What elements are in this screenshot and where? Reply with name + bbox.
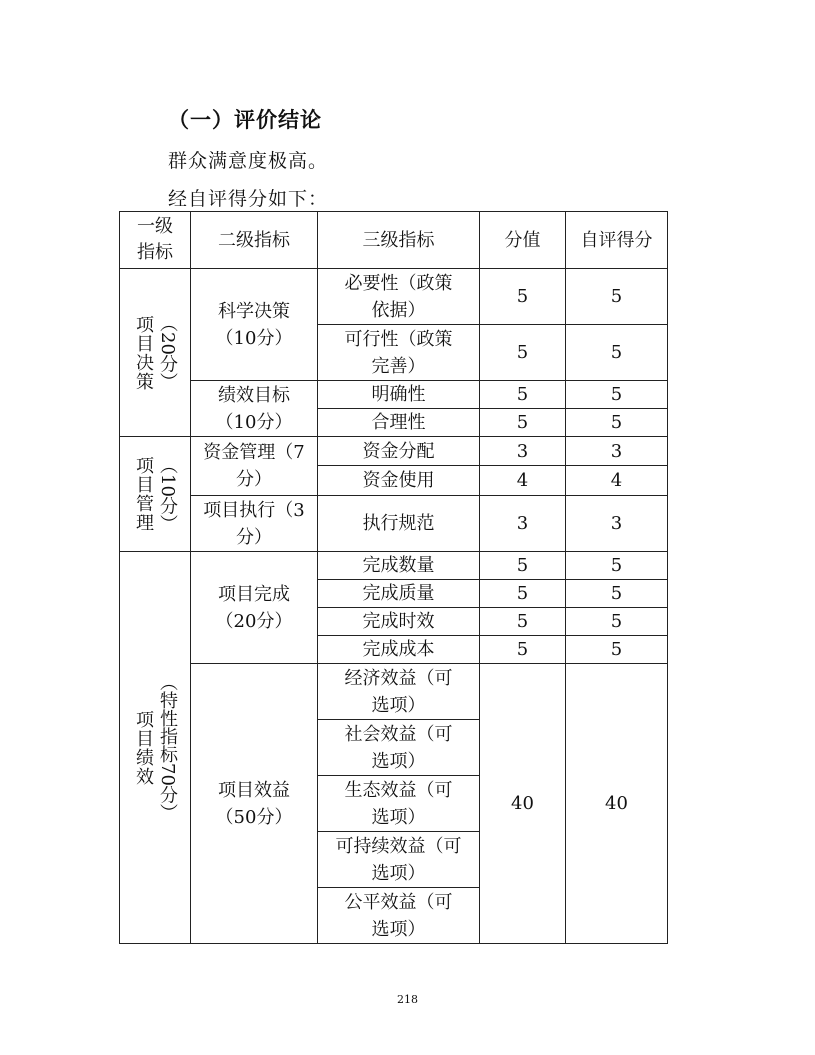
self-score-cell: 5 [566, 608, 668, 636]
level3-cell: 完成质量 [318, 580, 480, 608]
satisfaction-paragraph: 群众满意度极高。 [168, 150, 329, 172]
level3-cell: 合理性 [318, 409, 480, 437]
level2-cell: 项目完成（20分） [191, 552, 318, 664]
level2-cell: 科学决策（10分） [191, 269, 318, 381]
level3-cell: 完成数量 [318, 552, 480, 580]
self-score-cell: 5 [566, 409, 668, 437]
table-row [120, 269, 668, 325]
self-score-cell: 5 [566, 325, 668, 381]
level3-cell: 可行性（政策完善） [318, 325, 480, 381]
value-cell: 5 [480, 381, 566, 409]
value-cell: 5 [480, 552, 566, 580]
level3-cell: 生态效益（可选项） [318, 776, 480, 832]
value-cell: 5 [480, 580, 566, 608]
level2-cell: 绩效目标（10分） [191, 381, 318, 437]
page-number: 218 [397, 993, 418, 1006]
self-score-cell: 5 [566, 580, 668, 608]
value-cell: 5 [480, 269, 566, 325]
level1-name: 项目绩效 [133, 709, 154, 786]
self-score-cell: 5 [566, 269, 668, 325]
level3-cell: 可持续效益（可选项） [318, 832, 480, 888]
level3-cell: 经济效益（可选项） [318, 664, 480, 720]
level1-score-note: （20分） [157, 314, 178, 391]
level1-management [120, 437, 191, 552]
self-score-cell: 3 [566, 496, 668, 552]
table-row [120, 381, 668, 409]
self-score-cell: 5 [566, 552, 668, 580]
level3-cell: 社会效益（可选项） [318, 720, 480, 776]
score-intro-paragraph: 经自评得分如下： [168, 188, 329, 210]
value-cell: 5 [480, 325, 566, 381]
level1-decision [120, 269, 191, 437]
level2-cell: 资金管理（7分） [191, 437, 318, 496]
self-score-cell: 5 [566, 636, 668, 664]
self-evaluation-table [119, 211, 668, 944]
self-score-cell: 4 [566, 466, 668, 496]
level3-cell: 完成成本 [318, 636, 480, 664]
table-header-row [120, 212, 668, 269]
header-self-score: 自评得分 [566, 212, 668, 269]
value-cell: 5 [480, 608, 566, 636]
header-value: 分值 [480, 212, 566, 269]
header-level2: 二级指标 [191, 212, 318, 269]
table-row [120, 496, 668, 552]
level3-cell: 必要性（政策依据） [318, 269, 480, 325]
table-row [120, 437, 668, 466]
value-cell: 40 [480, 664, 566, 944]
self-score-cell: 5 [566, 381, 668, 409]
level1-name: 项目管理 [133, 456, 154, 532]
section-heading: （一）评价结论 [168, 108, 322, 132]
level3-cell: 资金分配 [318, 437, 480, 466]
level3-cell: 公平效益（可选项） [318, 888, 480, 944]
value-cell: 5 [480, 636, 566, 664]
value-cell: 5 [480, 409, 566, 437]
value-cell: 4 [480, 466, 566, 496]
self-score-cell: 40 [566, 664, 668, 944]
level1-score-note: （10分） [157, 455, 178, 533]
level3-cell: 资金使用 [318, 466, 480, 496]
level1-score-note: （特性指标70分） [157, 673, 178, 822]
level3-cell: 完成时效 [318, 608, 480, 636]
level2-cell: 项目执行（3分） [191, 496, 318, 552]
self-score-cell: 3 [566, 437, 668, 466]
level1-name: 项目决策 [133, 314, 154, 391]
table-row [120, 664, 668, 720]
level1-performance [120, 552, 191, 944]
header-level3: 三级指标 [318, 212, 480, 269]
value-cell: 3 [480, 496, 566, 552]
level3-cell: 明确性 [318, 381, 480, 409]
header-level1: 一级指标 [120, 212, 191, 269]
table-row [120, 552, 668, 580]
level2-cell: 项目效益（50分） [191, 664, 318, 944]
value-cell: 3 [480, 437, 566, 466]
level3-cell: 执行规范 [318, 496, 480, 552]
